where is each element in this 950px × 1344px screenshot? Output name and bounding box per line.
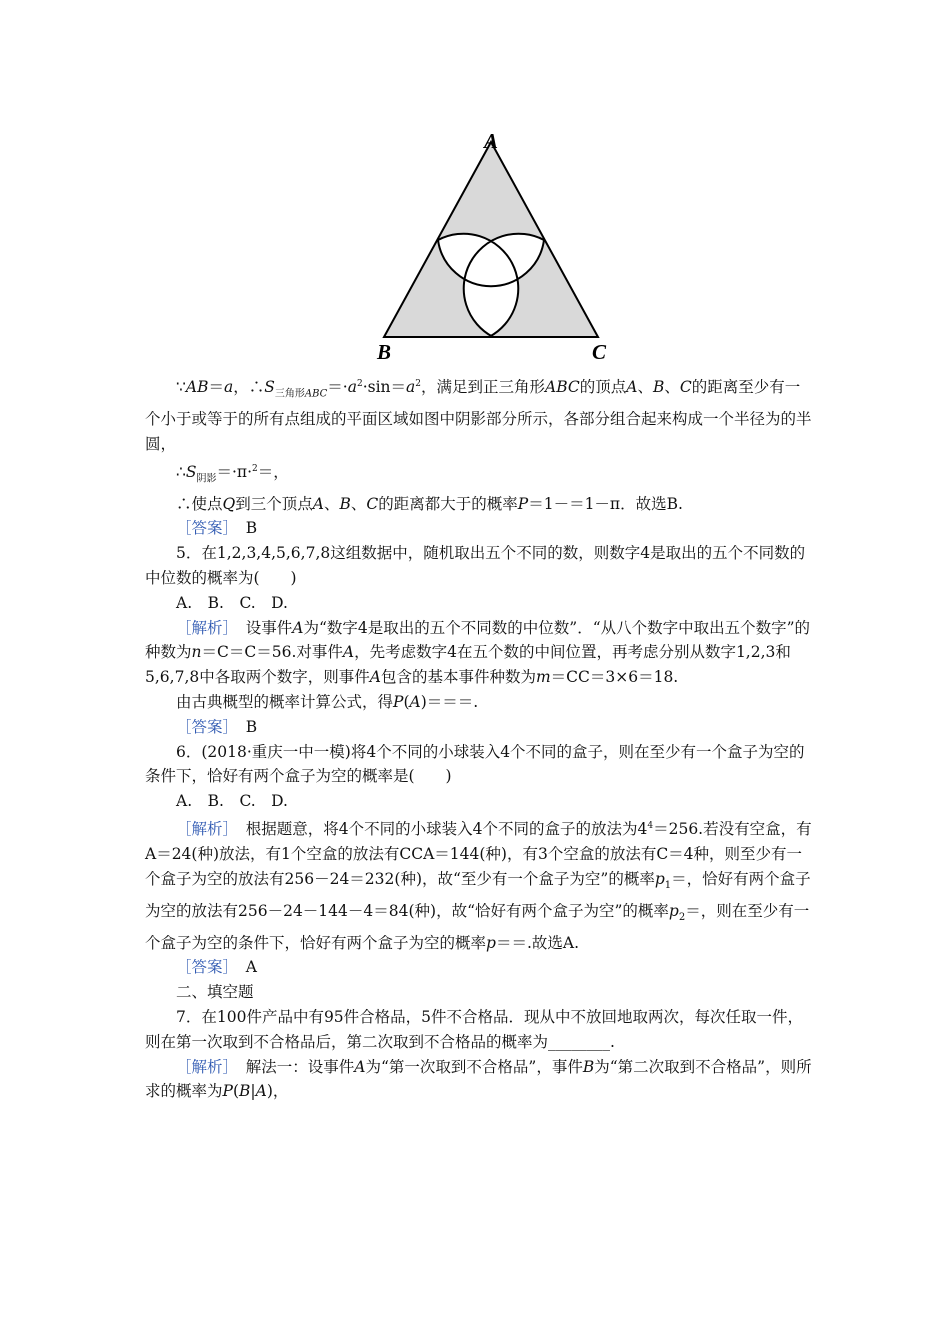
question-6-options: A. B. C. D. — [176, 792, 288, 811]
label-b: B — [377, 340, 392, 364]
label-a: A — [484, 129, 499, 153]
answer-5: ［答案］ B — [176, 717, 258, 736]
question-7: 7．在100件产品中有95件合格品，5件不合格品．现从中不放回地取两次，每次任取一件，则在第一次取到不合格品后，第二次取到不合格品的概率为________. — [145, 1007, 804, 1051]
question-6: 6．(2018·重庆一中一模)将4个不同的小球装入4个不同的盒子，则在至少有一个盒子为空的条件下，恰好有两个盒子为空的概率是( ) — [145, 742, 805, 786]
answer-6: ［答案］ A — [176, 958, 257, 977]
shaded-triangle — [384, 142, 598, 337]
section-heading: 二、填空题 — [176, 983, 254, 1002]
question-5-options: A. B. C. D. — [176, 593, 288, 612]
solution-5: ［解析］ 设事件A为“数字4是取出的五个不同数的中位数”．“从八个数字中取出五个数字”的种数为n＝C＝C＝56.对事件A，先考虑数字4在五个数的中间位置，再考虑分别从数字1,2,3和5,6,7,8中各取两个数字，则事件A包含的基本事件种数为m＝CC＝3×6＝18. — [145, 618, 811, 687]
para-shaded-area: $\therefore S_{阴影}=\cdot\pi\cdot^2=$， — [176, 462, 289, 484]
question-5: 5．在1,2,3,4,5,6,7,8这组数据中，随机取出五个不同的数，则数字4是取出的五个不同数的中位数的概率为( ) — [145, 544, 806, 588]
para-area-calc: ∵AB＝a，$\therefore S_{三角形ABC}=\cdot a^2\cdot\sin=a^2$，满足到正三角形ABC的顶点A、B、C的距离至少有一个小于或等于的所有点组成的平面区域如图中阴影部分所示，各部分组合起来构成一个半径为的半圆， — [145, 378, 812, 453]
label-c: C — [592, 340, 607, 364]
solution-7: ［解析］ 解法一：设事件A为“第一次取到不合格品”，事件B为“第二次取到不合格品”，则所求的概率为P(B|A)， — [145, 1057, 812, 1101]
answer-4: ［答案］ B — [176, 519, 258, 538]
triangle-figure — [360, 120, 620, 370]
solution-6: ［解析］ 根据题意，将4个不同的小球装入4个不同的盒子的放法为$4^4=256$.若没有空盒，有A＝24(种)放法，有1个空盒的放法有CCA＝144(种)，有3个空盒的放法有C＝4种，则至少有一个盒子为空的放法有256－24＝232(种)，故“至少有一个盒子为空”的概率$p_1=$，恰好有两个盒子为空的放法有256－24－144－4＝84(种)，故“恰好有两个盒子为空”的概率$p_2=$，则在至少有一个盒子为空的条件下，恰好有两个盒子为空的概率p＝＝.故选A. — [145, 820, 812, 952]
para-probability: ∴使点Q到三个顶点A、B、C的距离都大于的概率P＝1－＝1－π．故选B. — [176, 494, 683, 513]
solution-5-conclusion: 由古典概型的概率计算公式，得P(A)＝＝＝. — [176, 693, 479, 712]
document-body — [145, 372, 815, 1104]
